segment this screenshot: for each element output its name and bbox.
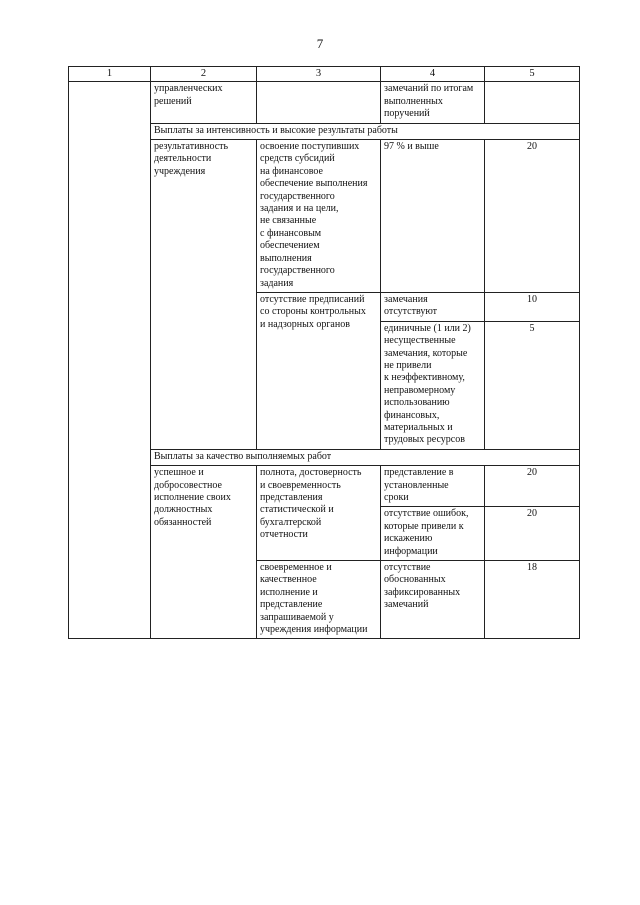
text-line: установленные [384,479,449,491]
indicator-cell [381,507,485,561]
text-line: искажению [384,533,433,545]
text-line: замечаний по итогам [384,83,474,95]
table-header-row [69,67,580,82]
text-line: использованию [384,397,450,409]
text-line: учреждения [154,165,206,177]
text-line: замечания, которые [384,347,468,359]
points-cell: 18 [485,561,580,639]
text-line: учреждения информации [260,624,368,636]
criterion-cell [151,140,257,450]
text-line: со стороны контрольных [260,306,366,318]
text-line: на финансовое [260,165,323,177]
text-line: которые привели к [384,520,464,532]
text-line: информации [384,545,438,557]
text-line: с финансовым [260,227,322,239]
indicator-cell [381,321,485,449]
text-line: полнота, достоверность [260,467,362,479]
condition-cell [257,292,381,449]
text-line: представление [260,599,323,611]
text-line: управленческих [154,83,223,95]
text-line: задания [260,277,294,289]
header-cell-1: 1 [69,67,151,82]
text-line: решений [154,95,192,107]
text-line: неправомерному [384,384,456,396]
text-line: и надзорных органов [260,318,350,330]
criteria-table [68,66,580,639]
text-line: исполнение своих [154,492,231,503]
indicator-cell [381,292,485,321]
text-line: к неэффективному, [384,372,465,384]
text-line: отсутствие [384,562,431,574]
header-cell-5: 5 [485,67,580,82]
text-line: обязанностей [154,516,212,528]
text-line: отсутствие предписаний [260,293,365,305]
text-line: выполнения [260,252,312,264]
text-line: отсутствие ошибок, [384,508,469,520]
text-line: средств субсидий [260,153,335,165]
section-title-quality: Выплаты за качество выполняемых работ [151,449,580,465]
header-cell-4: 4 [381,67,485,82]
table-row [69,82,580,123]
header-cell-3: 3 [257,67,381,82]
text-line: представление в [384,467,454,479]
criterion-cell [151,466,257,639]
text-line: своевременное и [260,562,332,574]
position-cell [69,82,151,639]
text-line: единичные (1 или 2) [384,322,471,334]
points-cell: 20 [485,466,580,507]
text-line: государственного [260,265,335,277]
text-line: обеспечением [260,240,320,252]
text-line: и своевременность [260,479,341,491]
text-line: должностных [154,504,213,516]
text-line: поручений [384,108,430,120]
text-line: представления [260,492,323,503]
header-cell-2: 2 [151,67,257,82]
text-line: успешное и [154,467,204,479]
text-line: обеспечение выполнения [260,178,368,190]
condition-cell [257,82,381,123]
points-cell: 5 [485,321,580,449]
text-line: результативность [154,141,229,153]
text-line: отсутствуют [384,306,438,318]
text-line: не привели [384,359,432,371]
text-line: обоснованных [384,574,446,586]
points-cell: 20 [485,507,580,561]
text-line: статистической и [260,504,334,516]
text-line: отчетности [260,529,308,541]
text-line: сроки [384,492,409,503]
condition-cell [257,466,381,561]
points-cell: 20 [485,140,580,293]
text-line: бухгалтерской [260,516,322,528]
text-line: государственного [260,190,335,202]
text-line: замечания [384,293,428,305]
indicator-cell [381,466,485,507]
points-cell [485,82,580,123]
condition-cell [257,140,381,293]
text-line: освоение поступивших [260,141,360,153]
text-line: не связанные [260,215,317,227]
criterion-cell [151,82,257,123]
indicator-cell [381,561,485,639]
text-line: материальных и [384,421,453,433]
text-line: исполнение и [260,586,318,598]
indicator-cell [381,82,485,123]
text-line: финансовых, [384,409,440,421]
indicator-cell [381,140,485,293]
text-line: трудовых ресурсов [384,434,465,446]
text-line: зафиксированных [384,586,461,598]
text-line: замечаний [384,599,429,611]
text-line: деятельности [154,153,212,165]
text-line: несущественные [384,335,456,347]
text-line: 97 % и выше [384,141,439,153]
text-line: выполненных [384,95,443,107]
text-line: качественное [260,574,317,586]
condition-cell [257,561,381,639]
text-line: запрашиваемой у [260,611,334,623]
text-line: добросовестное [154,479,222,491]
page-number: 7 [316,36,324,51]
points-cell: 10 [485,292,580,321]
text-line: задания и на цели, [260,203,339,215]
section-title-intensity: Выплаты за интенсивность и высокие результаты работы [151,123,580,139]
